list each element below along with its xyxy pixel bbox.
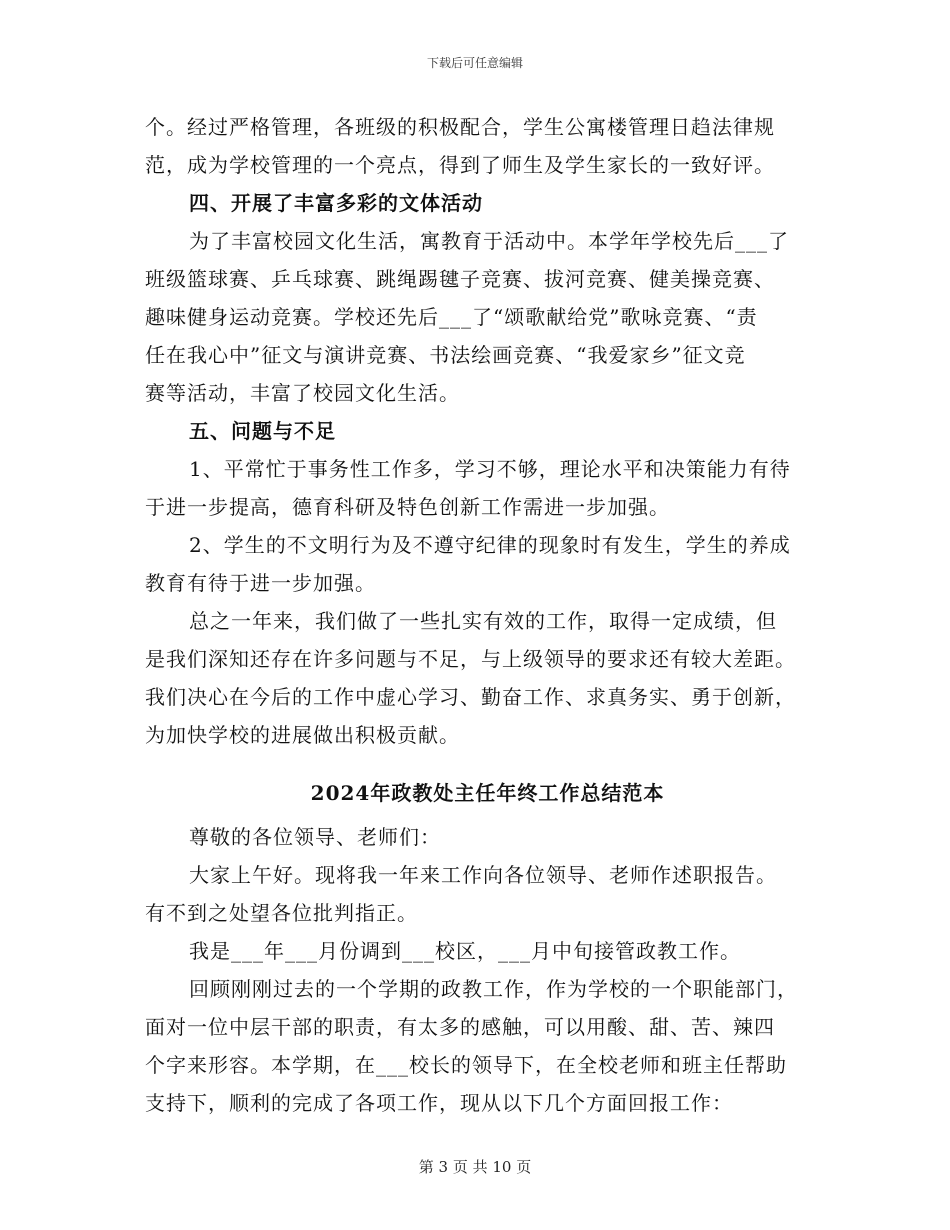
- section-heading: 四、开展了丰富多彩的文体活动: [189, 191, 483, 215]
- paragraph-line: 为加快学校的进展做出积极贡献。: [145, 723, 460, 747]
- paragraph-line: 总之一年来，我们做了一些扎实有效的工作，取得一定成绩，但: [189, 609, 777, 633]
- paragraph-line: 我们决心在今后的工作中虚心学习、勤奋工作、求真务实、勇于创新，: [145, 685, 796, 709]
- section-heading: 五、问题与不足: [189, 419, 336, 443]
- paragraph-line: 班级篮球赛、乒乓球赛、跳绳踢毽子竞赛、拔河竞赛、健美操竞赛、: [145, 267, 775, 291]
- paragraph-line: 面对一位中层干部的职责，有太多的感触，可以用酸、甜、苦、辣四: [145, 1015, 775, 1039]
- paragraph-line: 2、学生的不文明行为及不遵守纪律的现象时有发生，学生的养成: [189, 533, 791, 557]
- paragraph-line: 个字来形容。本学期，在___校长的领导下，在全校老师和班主任帮助: [145, 1053, 787, 1077]
- paragraph-line: 赛等活动，丰富了校园文化生活。: [145, 381, 460, 405]
- paragraph-line: 1、平常忙于事务性工作多，学习不够，理论水平和决策能力有待: [189, 457, 791, 481]
- paragraph-line: 支持下，顺利的完成了各项工作，现从以下几个方面回报工作：: [145, 1091, 733, 1115]
- paragraph-line: 为了丰富校园文化生活，寓教育于活动中。本学年学校先后___了: [189, 229, 789, 253]
- paragraph-line: 于进一步提高，德育科研及特色创新工作需进一步加强。: [145, 495, 670, 519]
- paragraph-line: 个。经过严格管理，各班级的积极配合，学生公寓楼管理日趋法律规: [145, 115, 775, 139]
- paragraph-line: 大家上午好。现将我一年来工作向各位领导、老师作述职报告。: [189, 863, 777, 887]
- paragraph-line: 任在我心中”征文与演讲竞赛、书法绘画竞赛、“我爱家乡”征文竞: [145, 343, 746, 367]
- paragraph-line: 是我们深知还存在许多问题与不足，与上级领导的要求还有较大差距。: [145, 647, 796, 671]
- paragraph-line: 教育有待于进一步加强。: [145, 571, 376, 595]
- document-body: [145, 108, 810, 1122]
- paragraph-line: 回顾刚刚过去的一个学期的政教工作，作为学校的一个职能部门，: [189, 977, 798, 1001]
- paragraph-line: 尊敬的各位领导、老师们：: [189, 825, 441, 849]
- page-header: 下载后可任意编辑: [426, 56, 523, 70]
- page-footer: 第 3 页 共 10 页: [418, 1158, 532, 1176]
- paragraph-line: 范，成为学校管理的一个亮点，得到了师生及学生家长的一致好评。: [145, 153, 775, 177]
- paragraph-line: 有不到之处望各位批判指正。: [145, 901, 418, 925]
- paragraph-line: 趣味健身运动竞赛。学校还先后___了“颂歌献给党”歌咏竞赛、“责: [145, 305, 758, 329]
- paragraph-line: 我是___年___月份调到___校区，___月中旬接管政教工作。: [189, 939, 741, 963]
- document-title: 2024年政教处主任年终工作总结范本: [310, 781, 665, 805]
